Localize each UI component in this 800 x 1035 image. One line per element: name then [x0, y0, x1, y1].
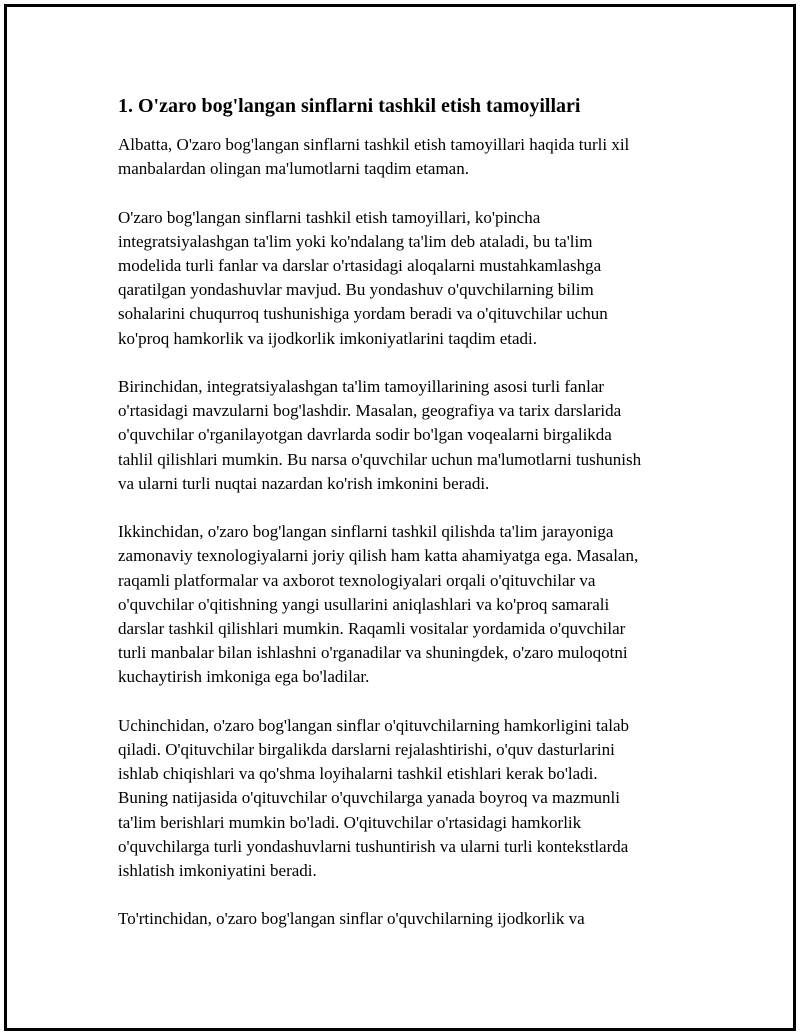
text-line: Buning natijasida o'qituvchilar o'quvchilarga yanada boyroq va mazmunli: [118, 788, 620, 808]
section-heading: 1. O'zaro bog'langan sinflarni tashkil etish tamoyillari: [118, 95, 581, 117]
text-line: integratsiyalashgan ta'lim yoki ko'ndalang ta'lim deb ataladi, bu ta'lim: [118, 231, 593, 251]
text-line: manbalardan olingan ma'lumotlarni taqdim etaman.: [118, 159, 469, 179]
text-line: zamonaviy texnologiyalarni joriy qilish ham katta ahamiyatga ega. Masalan,: [118, 546, 639, 566]
text-line: Ikkinchidan, o'zaro bog'langan sinflarni tashkil qilishda ta'lim jarayoniga: [118, 522, 614, 542]
paragraph: [118, 907, 683, 931]
document-body: [118, 93, 683, 956]
paragraph: [118, 375, 683, 496]
text-line: To'rtinchidan, o'zaro bog'langan sinflar o'quvchilarning ijodkorlik va: [118, 909, 585, 929]
text-line: ishlab chiqishlari va qo'shma loyihalarni tashkil etishlari kerak bo'ladi.: [118, 764, 598, 784]
text-line: Birinchidan, integratsiyalashgan ta'lim tamoyillarining asosi turli fanlar: [118, 377, 605, 396]
text-line: Albatta, O'zaro bog'langan sinflarni tashkil etish tamoyillari haqida turli xil: [118, 135, 630, 154]
text-line: raqamli platformalar va axborot texnologiyalari orqali o'qituvchilar va: [118, 570, 596, 590]
paragraph: [118, 206, 683, 351]
text-line: ta'lim berishlari mumkin bo'ladi. O'qituvchilar o'rtasidagi hamkorlik: [118, 812, 582, 832]
paragraph: [118, 133, 683, 181]
paragraph: [118, 714, 683, 883]
text-line: qaratilgan yondashuvlar mavjud. Bu yondashuv o'quvchilarning bilim: [118, 280, 594, 300]
text-line: tahlil qilishlari mumkin. Bu narsa o'quvchilar uchun ma'lumotlarni tushunish: [118, 449, 642, 469]
text-line: Uchinchidan, o'zaro bog'langan sinflar o'qituvchilarning hamkorligini talab: [118, 715, 630, 735]
text-line: O'zaro bog'langan sinflarni tashkil etish tamoyillari, ko'pincha: [118, 207, 541, 227]
text-line: o'quvchilar o'qitishning yangi usullarini aniqlashlari va ko'proq samarali: [118, 594, 610, 614]
text-line: ko'proq hamkorlik va ijodkorlik imkoniyatlarini taqdim etadi.: [118, 328, 538, 348]
paragraph: [118, 520, 683, 689]
text-line: turli manbalar bilan ishlashni o'rganadilar va shuningdek, o'zaro muloqotni: [118, 643, 628, 663]
text-line: o'rtasidagi mavzularni bog'lashdir. Masalan, geografiya va tarix darslarida: [118, 401, 622, 421]
text-line: sohalarini chuqurroq tushunishiga yordam beradi va o'qituvchilar uchun: [118, 304, 608, 324]
text-line: o'quvchilar o'rganilayotgan davrlarda sodir bo'lgan voqealarni birgalikda: [118, 425, 612, 445]
text-line: darslar tashkil qilishlari mumkin. Raqamli vositalar yordamida o'quvchilar: [118, 619, 626, 639]
text-line: kuchaytirish imkoniga ega bo'ladilar.: [118, 667, 370, 687]
text-line: o'quvchilarga turli yondashuvlarni tushuntirish va ularni turli kontekstlarda: [118, 836, 629, 856]
text-line: ishlatish imkoniyatini beradi.: [118, 861, 317, 881]
text-line: qiladi. O'qituvchilar birgalikda darslarni rejalashtirishi, o'quv dasturlarini: [118, 740, 615, 760]
text-line: va ularni turli nuqtai nazardan ko'rish imkonini beradi.: [118, 473, 490, 493]
text-line: modelida turli fanlar va darslar o'rtasidagi aloqalarni mustahkamlashga: [118, 256, 602, 275]
